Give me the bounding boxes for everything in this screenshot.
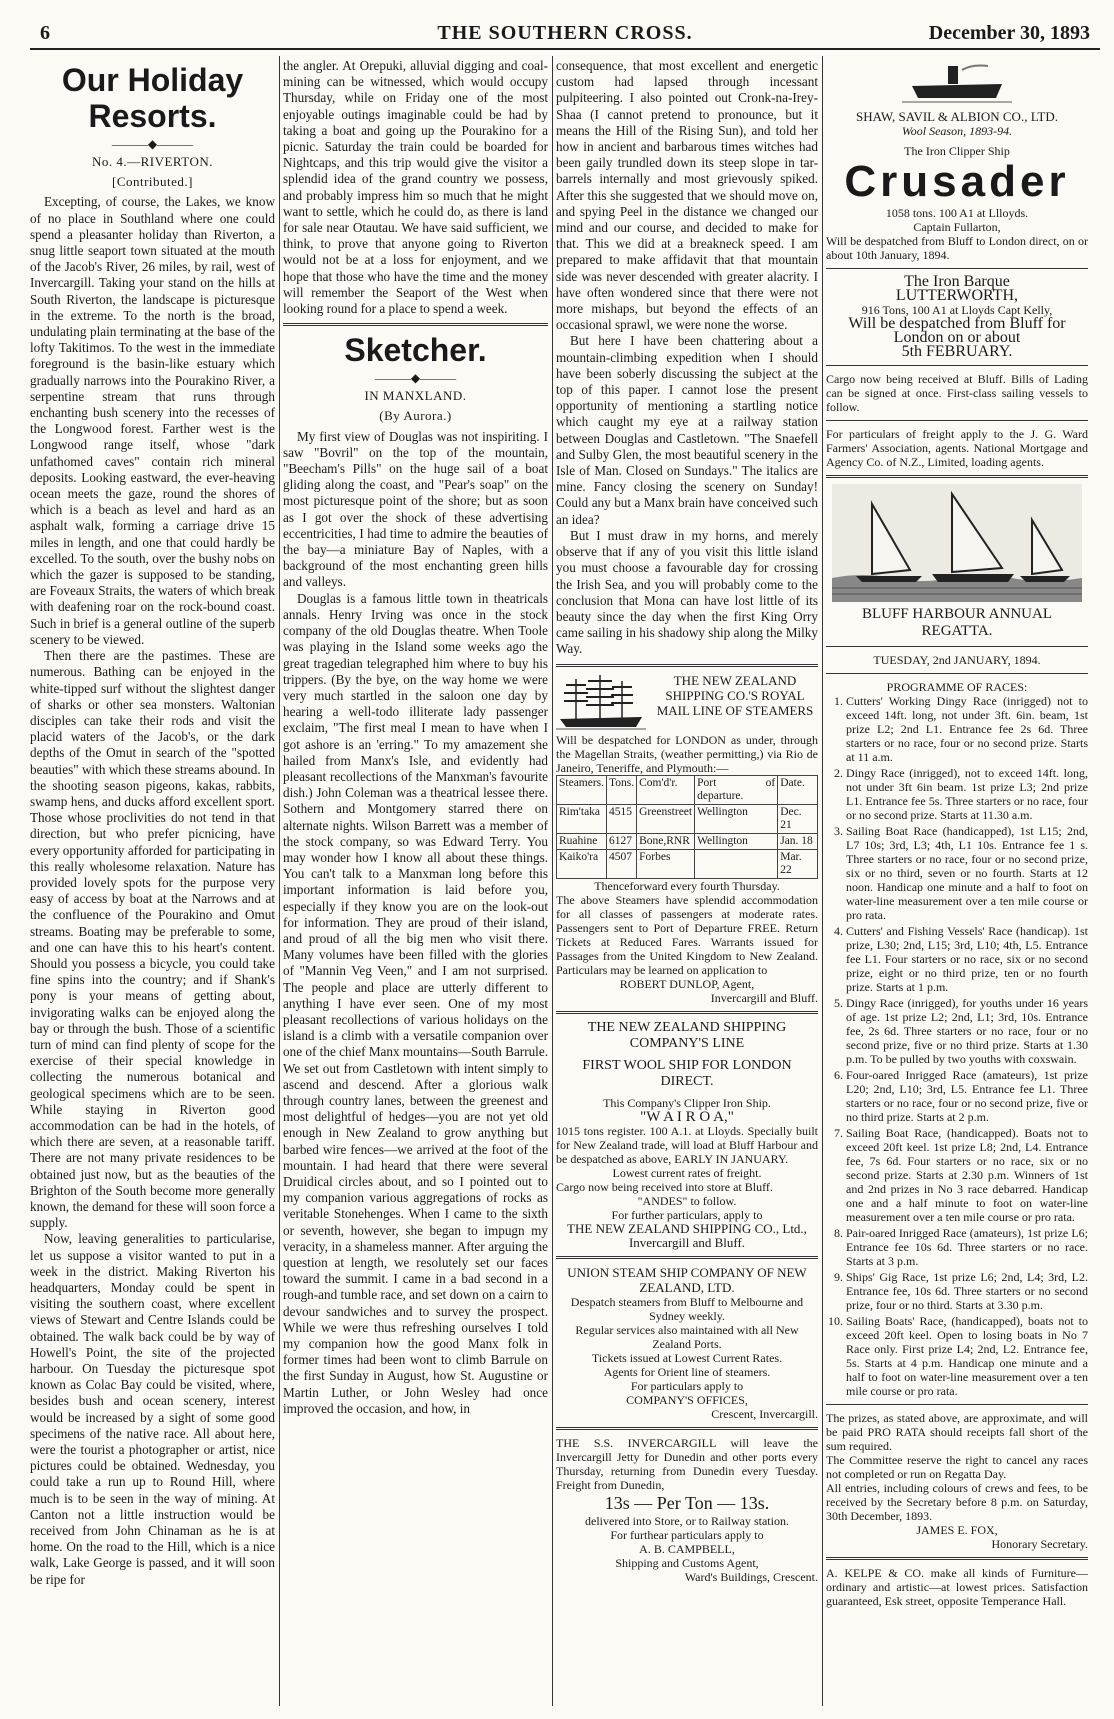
- column-rule: [822, 56, 823, 1706]
- nz-line-ship-intro: This Company's Clipper Iron Ship.: [603, 1095, 771, 1110]
- shaw-cargo: Cargo now being received at Bluff. Bills of Lading can be signed at once. First-class sailing vessels to follow.: [826, 372, 1088, 414]
- race-item: 9. Ships' Gig Race, 1st prize L6; 2nd, L4; 3rd, L2. Entrance fee, 10s 6d. Three starters or no second prize, four or no third. Starts at 3.30 p.m.: [846, 1270, 1088, 1312]
- column-2: [283, 58, 548, 1708]
- shaw-barque-intro: The Iron Barque: [904, 273, 1010, 290]
- table-cell: Ruahine: [557, 833, 607, 849]
- section-divider: [283, 323, 548, 326]
- table-header: Steamers.: [557, 775, 607, 804]
- column-4: [826, 58, 1088, 1708]
- table-header: Port of departure.: [695, 775, 778, 804]
- nz-line-title: THE NEW ZEALAND SHIPPING COMPANY'S LINE: [587, 1019, 787, 1051]
- union-apply: For particulars apply to: [630, 1378, 744, 1393]
- race-item: 6. Four-oared Inrigged Race (amateurs), 1st prize L20; 2nd, L10; 3rd, L5. Entrance fee L1. Three starters or no race, four or no second prize, five or no third prize. Starts at 2 p.m.: [846, 1068, 1088, 1124]
- nz-shipping-after: Thenceforward every fourth Thursday.: [594, 878, 780, 893]
- section-divider: [826, 475, 1088, 478]
- invercargill-line: delivered into Store, or to Railway station.: [585, 1513, 789, 1528]
- race-item: 7. Sailing Boat Race, (handicapped). Boats not to exceed 20ft keel. 1st prize L8; 2nd, L4. Entrance fee, 7s 6d. Four starters or no race, six or no second prize. Starts at 2.30 p.m. Winners of 1st and 2nd prizes in No 3 race debarred. Handicap one and a half minute to foot on water-line measurement over a ten mile course or pro rata.: [846, 1126, 1088, 1224]
- holiday-paragraph: Now, leaving generalities to particularise, let us suppose a visitor wanted to put in a week in the district. Making Riverton his headquarters, Monday could be spent in visiting the southern coast, where excellent views of Stewart and Centre Islands could be obtained. The walk back could be by way of Howell's Point, the site of the projected harbour. On Tuesday the picturesque spot known as Colac Bay could be visited, where, besides bush and ocean scenery, interest would be increased by a sight of some good specimens of the native race. All about here, were the tourist a photographer or artist, nice pictures could be obtained. Wednesday, you could take a run up to Round Hill, where much is to be seen in the way of mining. At Canton not a little instruction would be received from John Chinaman as he is at home. On the road to the Hill, which is a nice walk, Lake George is passed, and it will soon be ripe for: [30, 1231, 275, 1587]
- issue-date: December 30, 1893: [928, 22, 1090, 44]
- table-cell: Forbes: [637, 849, 695, 878]
- race-list: [826, 694, 1088, 1398]
- nz-shipping-ad: [556, 673, 818, 1005]
- shaw-season: Wool Season, 1893-94.: [901, 124, 1013, 138]
- section-divider: [556, 1256, 818, 1259]
- table-cell: Mar. 22: [778, 849, 818, 878]
- divider: [826, 365, 1088, 366]
- sketcher-paragraph: Douglas is a famous little town in theatricals annals. Henry Irving was once in the stock company of the old Douglas theatre. When Toole was playing in the Island some weeks ago the great tragedian telegraphed him where to buy his trippers. (By the bye, on the way home we were very much startled in the saloon one day by hearing a well-todo illiterate lady passenger exclaim, "The first meal I mean to have when I got ashore is an 'erring." To my amazement she hailed from Manx's Isle, and evidently had pleasant recollections of the Manxman's favourite dish.) John Coleman was a theatrical lessee there. Sothern and Montgomery starred there on alternate nights. Wilson Barrett was a member of the stock company, so was Edward Terry. You may wonder how I know all about these things. You can't talk to a Manxman long before this important information is laid before you, especially if they know you are on the look-out for information. They are proud of their island, and proud of all the big men who visit there. Many volumes have been filled with the glories of "Mannin Veg Veen," and I am not surprised. The people and place are utterly different to anything I have ever seen. One of my most pleasant recollections of various holidays on the island is a climb with a versatile companion over one of the chief Manx mountains—South Barrule. We set out from Castletown with intent simply to ascend and descend. After a glorious walk through country lanes, between the greenest and most delightful of hedges—you are not yet old enough in New Zealand to grow anything but barbed wire fences—we arrived at the foot of the mountain. I had heard that there were several Druidical circles about, and so I pointed out to my companion various aggregations of rocks as veritable Stonehenges. When I came to the sixth or seventh, however, she began to impugn my veracity, in a shameless manner. After arguing the question at length, we resolutely set our faces toward the summit. I came in a bad second in a rough-and tumble race, and set down on a cairn to devour sandwiches and to survey the prospect. While we were thus refreshing ourselves I told my companion how the good Manx folk in former times had been wont to climb Barrule on the first Sunday in August, how St. Augustine or Martin Luther, or John Wesley had once improved the occasion, and how, in: [283, 590, 548, 1416]
- divider: [826, 1404, 1088, 1405]
- shaw-tons: 1058 tons. 100 A1 at Llloyds.: [885, 206, 1029, 220]
- nz-line-ad: [556, 1020, 818, 1250]
- union-line: Despatch steamers from Bluff to Melbourne and Sydney weekly.: [570, 1294, 804, 1323]
- union-line: Agents for Orient line of steamers.: [603, 1364, 771, 1379]
- regatta-title: BLUFF HARBOUR ANNUAL REGATTA.: [861, 606, 1053, 639]
- table-cell: Rim'taka: [557, 804, 607, 833]
- table-cell: Dec. 21: [778, 804, 818, 833]
- race-item: 2. Dingy Race (inrigged), not to exceed 14ft. long, not under 3ft 6in beam. 1st prize L3; 2nd prize L1. Entrance fee 5s. Three starters or no race, four or no second prize. Starts at 11.30 a.m.: [846, 766, 1088, 822]
- nz-line-sub: FIRST WOOL SHIP FOR LONDON DIRECT.: [582, 1057, 792, 1089]
- shaw-despatch: Will be despatched from Bluff to London direct, on or about 10th January, 1894.: [826, 234, 1088, 262]
- regatta-secretary-title: Honorary Secretary.: [991, 1537, 1088, 1551]
- race-item: 3. Sailing Boat Race (handicapped), 1st L15; 2nd, L7 10s; 3rd, L3; 4th, L1 10s. Entrance fee 1 s. Three starters or no race, four or no second prize, six or no third, seven or no fourth. Starts at 12 noon. Handicap one minute and a half to foot on water-line measurement over a ten mile course or pro rata.: [846, 824, 1088, 922]
- regatta-secretary: JAMES E. FOX,: [916, 1523, 998, 1537]
- nz-line-apply: For further particulars, apply to: [611, 1207, 763, 1222]
- race-item: 5. Dingy Race (inrigged), for youths under 16 years of age. 1st prize L2; 2nd, L1; 3rd, 10s. Entrance fee, 2s 6d. Three starters or no race, four or no second prize, five or no third prize. Starts at 1.30 p.m. To be pulled by two youths with coxswain.: [846, 996, 1088, 1066]
- invercargill-line: For furthear particulars apply to: [610, 1527, 764, 1542]
- table-cell: 4515: [607, 804, 637, 833]
- invercargill-ad: [556, 1436, 818, 1584]
- table-cell: 4507: [607, 849, 637, 878]
- race-item: 1. Cutters' Working Dingy Race (inrigged) not to exceed 14ft. long, not under 3ft. 6in. beam, 1st prize L2; 2nd L1. Entrance fee 2s 6d. Three starters or no race, four or no second prize. Starts at 11 a.m.: [846, 694, 1088, 764]
- divider: [826, 420, 1088, 421]
- sketcher-paragraph-continued: consequence, that most excellent and energetic custom had lapsed through incessant pulpiteering. I also pointed out Cronk-na-Irey-Shaa (I cannot pretend to pronounce, but it means the Hill of the Rising Sun), and told her how in ancient and barbarous times witches had been gaily trundled down its steep slope in tar-barrels internally and most grievously spiked. After this she suggested that we should move on, and spying Peel in the distance we changed our mind and our course, and decided to make for that. This we did at a breakneck speed. I am prepared to make affidavit that that mountain side was never descended with greater alacrity. I have often wondered since that there were not more mishaps, but beyond the effects of an occasional sprawl, we were none the worse.: [556, 58, 818, 333]
- shaw-barque-tons: 916 Tons, 100 A1 at Lloyds Capt Kelly,: [861, 303, 1053, 317]
- nz-shipping-title: THE NEW ZEALAND SHIPPING CO.'S ROYAL MAIL LINE OF STEAMERS: [656, 672, 814, 718]
- regatta-entries: All entries, including colours of crews and fees, to be received by the Secretary before 8 p.m. on Saturday, 30th December, 1893.: [826, 1481, 1088, 1523]
- invercargill-agent: A. B. CAMPBELL,: [639, 1541, 735, 1556]
- union-title: UNION STEAM SHIP COMPANY OF NEW ZEALAND, LTD.: [567, 1264, 807, 1295]
- regatta-committee: The Committee reserve the right to cancel any races not completed or run on Regatta Day.: [826, 1453, 1088, 1481]
- newspaper-title: THE SOUTHERN CROSS.: [437, 22, 693, 44]
- shaw-captain: Captain Fullarton,: [913, 220, 1001, 234]
- divider-ornament: ———◆———: [111, 137, 194, 151]
- table-cell: [695, 849, 778, 878]
- union-ad: [556, 1265, 818, 1421]
- divider: [826, 268, 1088, 269]
- kelpe-text: A. KELPE & CO. make all kinds of Furniture—ordinary and artistic—at lowest prices. Satisfaction guaranteed, Esk street, opposite Temperance Hall.: [826, 1566, 1088, 1608]
- invercargill-text: THE S.S. INVERCARGILL will leave the Invercargill Jetty for Dunedin and other ports every Thursday, returning from Dunedin every Tuesday. Freight from Dunedin,: [556, 1435, 818, 1492]
- table-cell: Wellington: [695, 804, 778, 833]
- holiday-paragraph: Then there are the pastimes. These are numerous. Bathing can be enjoyed in the white-tipped surf without the slightest danger of sharks or other sea monsters. Waltonian disciples can take their rods and visit the placid waters of the Jacob's, or the dark depths of the Omut in search of the "spotted beauties" with which these streams abound. In the shooting season pigeons, kakas, rabbits, swamp hens, and ducks afford excellent sport. Those whose proclivities do not tend in that direction, but who prefer picnicing, have every opportunity afforded for participating in this really wholesome relaxation. Nature has provided lovely spots for the purpose very easy of access by boat at the Narrows and at the confluence of the Pourakino and Omut streams. Boating may be preferable to some, and one can have this to his heart's content. Should you possess a bicycle, you could take fine spins into the country; and if Shank's pony is your means of getting about, invigorating walks can be enjoyed along the bay or through the bush. Those of a scientific turn of mind can find plenty of scope for the exercise of their special knowledge in collecting the numerous botanical and geological specimens which are to be seen. While staying in Riverton good accommodation can be had in the hotels, of which there are seven, at a reasonable tariff. There are not many private residences to be obtained just now, but as the beauties of the Brighton of the South become more generally known, the demand for these will soon force a supply.: [30, 648, 275, 1231]
- column-rule: [552, 56, 553, 1706]
- regatta-sailboats-illustration: [832, 484, 1082, 602]
- shaw-ship-name: Crusader: [844, 157, 1070, 206]
- regatta-ad: [826, 606, 1088, 1551]
- sketcher-subheading: IN MANXLAND.: [364, 388, 467, 404]
- nz-shipping-body: The above Steamers have splendid accommodation for all classes of passengers at moderate rates. Passengers sent to Port of Departure FREE. Return Tickets at Reduced Fares. Warrants issued for Passages from the United Kingdom to New Zealand. Particulars may be learned on application to: [556, 892, 818, 977]
- race-item: 4. Cutters' and Fishing Vessels' Race (handicap). 1st prize, L30; 2nd, L15; 3rd, L10; 4th, L5. Entrance fee L1. Four starters or no race, six or no second prize, eight or no third prize, ten or no fourth prize. Starts at 1 p.m.: [846, 924, 1088, 994]
- sketcher-heading: Sketcher.: [344, 332, 487, 369]
- table-header-row: [557, 775, 818, 804]
- column-1: [30, 58, 275, 1708]
- holiday-paragraph: Excepting, of course, the Lakes, we know of no place in Southland where one could spend a pleasanter holiday than Riverton, a snug little seaport town situated at the mouth of the Jacob's River, 26 miles, by rail, west of Invercargill. Taking your stand on the hills at South Riverton, the landscape is picturesque in the extreme. To the north is the broad, undulating plain terminating at the base of the lofty Takitimos. To the west in the immediate foreground is the basin-like estuary which gradually narrows into the Pourakino River, a serpentine stream that runs through enchanting bush scenery into the recesses of the Longwood forest. Farther west is the Longwood range itself, whose "dark unfathomed caves" contain rich mineral deposits. Looking eastward, the ever-heaving ocean meets the gaze, round the shores of which is a beach as level and hard as an asphalt walk, forming a carriage drive 15 miles in length, and one that could hardly be excelled. To the south, over the bushy nobs on which the gazer is supposed to be standing, are Foveaux Straits, the waters of which break with deafening roar on the rock-bound coast. Such in brief is a general outline of the superb scenery to be viewed.: [30, 194, 275, 647]
- masthead: [30, 22, 1100, 50]
- regatta-prizes: The prizes, as stated above, are approximate, and will be paid PRO RATA should receipts fall short of the sum required.: [826, 1411, 1088, 1453]
- union-line: Tickets issued at Lowest Current Rates.: [591, 1350, 783, 1365]
- sketcher-paragraph-continued: But I must draw in my horns, and merely observe that if any of you visit this little island you must choose a favourable day for crossing the Irish Sea, and you will probably come to the conclusion that Mona can have lost little of its beauty since the day when the first King Orry came sailing in his shadowy ship along the Milky Way.: [556, 527, 818, 657]
- steamship-icon: [902, 62, 1012, 106]
- invercargill-agent: Ward's Buildings, Crescent.: [684, 1569, 818, 1584]
- shaw-barque-name: LUTTERWORTH,: [895, 287, 1019, 304]
- shaw-barque-date: 5th FEBRUARY.: [901, 343, 1013, 360]
- holiday-paragraph-continued: the angler. At Orepuki, alluvial digging and coal-mining can be witnessed, which would occupy Thursday, while on Friday one of the most enjoyable outings imaginable could be had by taking a boat and going up the Pourakino for a picnic. Saturday the train could be boarded for Nightcaps, and this trip would give the visitor a splendid idea of the grand country we possess, and probably impress him so much that he might want to settle, which he could do, as there is land for sale near Otautau. We have said sufficient, we think, to prove that anyone going to Riverton would not be at a loss for enjoyment, and we hope that those who have the time and the money will remember the Seaport of the West when looking round for a place to spend a week.: [283, 58, 548, 317]
- table-row: [557, 833, 818, 849]
- shaw-freight: For particulars of freight apply to the J. G. Ward Farmers' Association, agents. National Mortgage and Agency Co. of N.Z., Limited, loading agents.: [826, 427, 1088, 469]
- shaw-title: SHAW, SAVIL & ALBION CO., LTD.: [855, 109, 1059, 124]
- table-cell: Greenstreet: [637, 804, 695, 833]
- table-cell: 6127: [607, 833, 637, 849]
- holiday-byline: [Contributed.]: [111, 174, 193, 190]
- nz-line-cargo: Cargo now being received into store at Bluff.: [556, 1179, 773, 1194]
- divider-ornament: ———◆———: [374, 371, 457, 386]
- nz-line-rates: Lowest current rates of freight.: [612, 1165, 762, 1180]
- column-rule: [279, 56, 280, 1706]
- divider: [826, 673, 1088, 674]
- nz-line-follow: "ANDES" to follow.: [637, 1193, 737, 1208]
- invercargill-price: 13s — Per Ton — 13s.: [604, 1492, 770, 1513]
- divider: [826, 646, 1088, 647]
- holiday-subheading: No. 4.—RIVERTON.: [91, 154, 214, 169]
- table-row: [557, 804, 818, 833]
- column-3: [556, 58, 818, 1708]
- table-cell: Wellington: [695, 833, 778, 849]
- page-number: 6: [40, 22, 50, 44]
- race-item: 8. Pair-oared Inrigged Race (amateurs), 1st prize L6; Entrance fee 10s 6d. Three starters or no race. Starts at 3 p.m.: [846, 1226, 1088, 1268]
- union-line: Regular services also maintained with all New Zealand Ports.: [575, 1322, 799, 1351]
- sailing-schedule-table: [556, 775, 818, 879]
- sketcher-paragraph: My first view of Douglas was not inspiriting. I saw "Bovril" on the top of the mountain, "Beecham's Pills" on the huge sail of a boat gliding along the coast, and "Pear's soap" on the most picturesque point of the shore; but as soon as I got over the shock of these advertising eccentricities, I had time to admire the beauties of the bay—a miniature Bay of Naples, with a background of the most enchanting green hills and valleys.: [283, 428, 548, 590]
- table-cell: Bone,RNR: [637, 833, 695, 849]
- invercargill-agent: Shipping and Customs Agent,: [615, 1555, 759, 1570]
- table-cell: Kaiko'ra: [557, 849, 607, 878]
- table-header: Com'd'r.: [637, 775, 695, 804]
- nz-line-company: THE NEW ZEALAND SHIPPING CO., Ltd., Invercargill and Bluff.: [567, 1220, 807, 1250]
- table-header: Date.: [778, 775, 818, 804]
- kelpe-ad: [826, 1566, 1088, 1608]
- sketcher-byline: (By Aurora.): [379, 408, 452, 424]
- shaw-ad: [826, 110, 1088, 469]
- table-cell: Jan. 18: [778, 833, 818, 849]
- nz-line-body: 1015 tons register. 100 A.1. at Lloyds. Specially built for New Zealand trade, will load at Bluff Harbour and be despatched as above, EARLY IN JANUARY.: [556, 1123, 818, 1166]
- nz-line-ship: "W A I R O A,": [640, 1108, 734, 1125]
- section-divider: [556, 664, 818, 667]
- shaw-ship-intro: The Iron Clipper Ship: [904, 144, 1010, 158]
- section-divider: [556, 1427, 818, 1430]
- table-row: [557, 849, 818, 878]
- shaw-barque-despatch: Will be despatched from Bluff for London on or about: [848, 315, 1066, 346]
- union-office: COMPANY'S OFFICES,: [626, 1392, 748, 1407]
- section-divider: [556, 1011, 818, 1014]
- nz-shipping-agent: ROBERT DUNLOP, Agent,: [619, 976, 755, 991]
- section-divider: [826, 1557, 1088, 1560]
- nz-shipping-intro: Will be despatched for LONDON as under, through the Magellan Straits, (weather permitting,) via Rio de Janeiro, Teneriffe, and Plymouth:—: [556, 732, 818, 775]
- table-header: Tons.: [607, 775, 637, 804]
- holiday-heading: Our Holiday Resorts.: [61, 62, 244, 134]
- regatta-programme: PROGRAMME OF RACES:: [886, 680, 1028, 694]
- union-place: Crescent, Invercargill.: [711, 1406, 818, 1421]
- sailing-ship-icon: [556, 673, 646, 731]
- race-item: 10. Sailing Boats' Race, (handicapped), boats not to exceed 20ft keel. Open to losing boats in No 7 Race only. First prize L4; 2nd, L2. Entrance fee, 5s. Starts at 4 p.m. Handicap one minute and a half to foot on water-line measurement over a ten mile course or pro rata.: [846, 1314, 1088, 1398]
- sketcher-paragraph-continued: But here I have been chattering about a mountain-climbing expedition when I should have been soberly discussing the subject at the top of this paper. I cannot lose the present opportunity of mentioning a startling notice which caught my eye at a railway station between Douglas and Castletown. "The Snaefell and Sulby Glen, the most beautiful scenery in the Isle of Man. Closed on Sundays." The italics are mine. Fancy closing the scenery on Sunday! Could any but a Manx brain have conceived such an idea?: [556, 333, 818, 527]
- nz-shipping-agent-place: Invercargill and Bluff.: [710, 990, 818, 1005]
- regatta-date: TUESDAY, 2nd JANUARY, 1894.: [873, 653, 1041, 667]
